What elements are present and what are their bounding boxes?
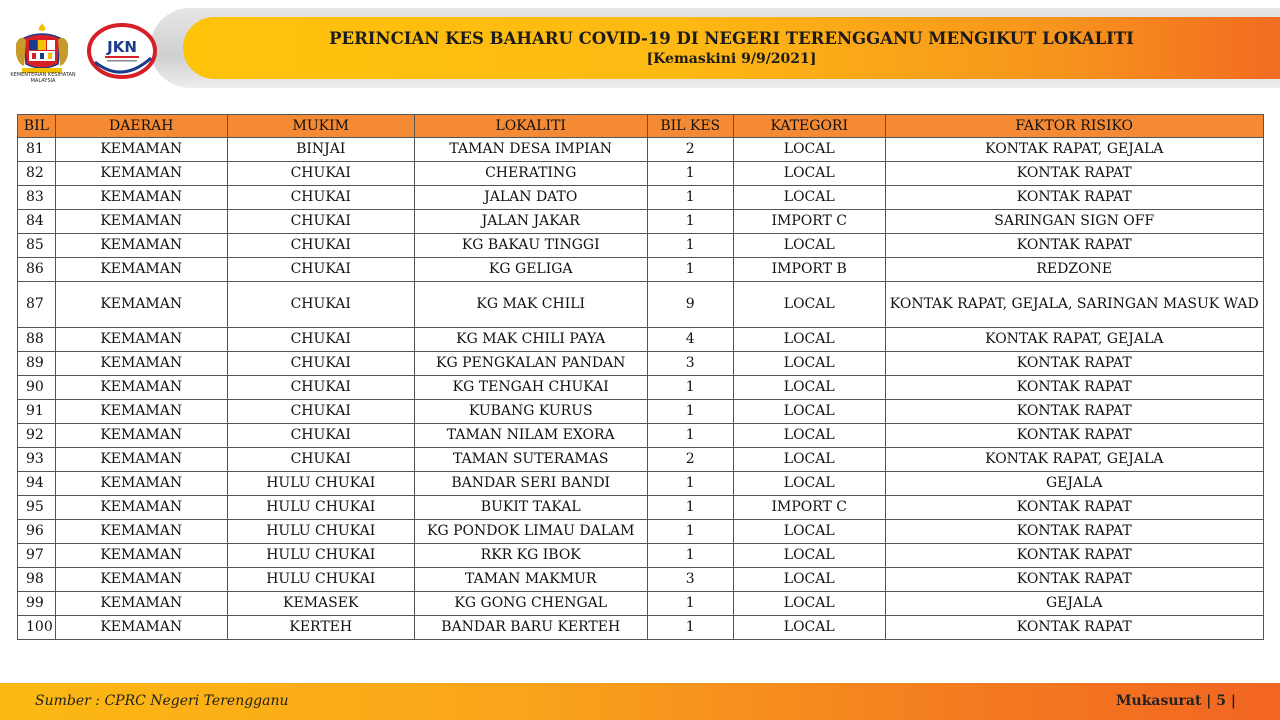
table-cell: CHUKAI [227, 282, 414, 328]
table-cell: CHUKAI [227, 186, 414, 210]
table-cell: KONTAK RAPAT [885, 234, 1263, 258]
table-cell: IMPORT C [733, 210, 885, 234]
table-cell: 99 [18, 592, 56, 616]
table-cell: KEMAMAN [55, 376, 227, 400]
table-cell: LOCAL [733, 352, 885, 376]
table-cell: TAMAN DESA IMPIAN [414, 138, 647, 162]
table-cell: CHUKAI [227, 258, 414, 282]
table-row [18, 544, 1264, 568]
table-cell: KONTAK RAPAT [885, 162, 1263, 186]
table-cell: LOCAL [733, 544, 885, 568]
table-cell: TAMAN MAKMUR [414, 568, 647, 592]
table-row [18, 592, 1264, 616]
table-cell: CHERATING [414, 162, 647, 186]
table-cell: BANDAR BARU KERTEH [414, 616, 647, 640]
table-cell: BANDAR SERI BANDI [414, 472, 647, 496]
table-cell: 1 [647, 472, 733, 496]
table-cell: IMPORT C [733, 496, 885, 520]
table-cell: 100 [18, 616, 56, 640]
table-cell: LOCAL [733, 328, 885, 352]
table-row [18, 448, 1264, 472]
table-cell: KONTAK RAPAT [885, 400, 1263, 424]
table-cell: KG PONDOK LIMAU DALAM [414, 520, 647, 544]
table-cell: 2 [647, 448, 733, 472]
table-cell: 88 [18, 328, 56, 352]
table-cell: KONTAK RAPAT [885, 520, 1263, 544]
table-cell: KEMAMAN [55, 496, 227, 520]
table-cell: 1 [647, 210, 733, 234]
source-note: Sumber : CPRC Negeri Terengganu [35, 693, 289, 709]
table-row [18, 424, 1264, 448]
table-cell: LOCAL [733, 376, 885, 400]
table-cell: KONTAK RAPAT, GEJALA [885, 328, 1263, 352]
table-cell: HULU CHUKAI [227, 472, 414, 496]
table-cell: KEMAMAN [55, 258, 227, 282]
table-cell: BUKIT TAKAL [414, 496, 647, 520]
table-cell: CHUKAI [227, 424, 414, 448]
table-cell: KEMAMAN [55, 328, 227, 352]
table-cell: KERTEH [227, 616, 414, 640]
table-cell: LOCAL [733, 234, 885, 258]
table-cell: JALAN JAKAR [414, 210, 647, 234]
column-header: KATEGORI [733, 115, 885, 138]
table-cell: KG BAKAU TINGGI [414, 234, 647, 258]
table-cell: LOCAL [733, 448, 885, 472]
table-cell: 1 [647, 616, 733, 640]
table-cell: 85 [18, 234, 56, 258]
jkn-logo [85, 22, 159, 80]
table-cell: CHUKAI [227, 234, 414, 258]
table-cell: 9 [647, 282, 733, 328]
table-cell: CHUKAI [227, 376, 414, 400]
table-cell: KEMAMAN [55, 352, 227, 376]
table-row [18, 328, 1264, 352]
table-cell: 1 [647, 424, 733, 448]
table-cell: LOCAL [733, 162, 885, 186]
table-cell: 89 [18, 352, 56, 376]
table-cell: CHUKAI [227, 400, 414, 424]
column-header: BIL [18, 115, 56, 138]
table-cell: KONTAK RAPAT [885, 376, 1263, 400]
table-cell: KEMAMAN [55, 544, 227, 568]
table-cell: IMPORT B [733, 258, 885, 282]
table-cell: 3 [647, 568, 733, 592]
table-cell: KEMAMAN [55, 282, 227, 328]
table-row [18, 568, 1264, 592]
table-cell: KONTAK RAPAT [885, 352, 1263, 376]
table-cell: RKR KG IBOK [414, 544, 647, 568]
table-cell: KEMASEK [227, 592, 414, 616]
table-cell: LOCAL [733, 282, 885, 328]
table-cell: KEMAMAN [55, 424, 227, 448]
table-cell: LOCAL [733, 592, 885, 616]
table-cell: 92 [18, 424, 56, 448]
page-number: Mukasurat | 5 | [1116, 693, 1236, 709]
table-cell: HULU CHUKAI [227, 568, 414, 592]
table-cell: LOCAL [733, 138, 885, 162]
table-cell: 95 [18, 496, 56, 520]
column-header: BIL KES [647, 115, 733, 138]
table-row [18, 186, 1264, 210]
cases-table [17, 114, 1264, 640]
table-cell: HULU CHUKAI [227, 496, 414, 520]
table-cell: KEMAMAN [55, 616, 227, 640]
table-cell: LOCAL [733, 472, 885, 496]
table-cell: KEMAMAN [55, 592, 227, 616]
table-cell: 1 [647, 258, 733, 282]
table-cell: 91 [18, 400, 56, 424]
table-cell: SARINGAN SIGN OFF [885, 210, 1263, 234]
table-cell: GEJALA [885, 592, 1263, 616]
table-cell: LOCAL [733, 568, 885, 592]
table-cell: 93 [18, 448, 56, 472]
table-cell: 1 [647, 496, 733, 520]
table-cell: KEMAMAN [55, 568, 227, 592]
table-cell: CHUKAI [227, 162, 414, 186]
table-cell: KONTAK RAPAT, GEJALA [885, 138, 1263, 162]
table-cell: TAMAN SUTERAMAS [414, 448, 647, 472]
table-cell: KONTAK RAPAT [885, 568, 1263, 592]
table-cell: 1 [647, 186, 733, 210]
table-cell: 1 [647, 592, 733, 616]
column-header: DAERAH [55, 115, 227, 138]
table-cell: HULU CHUKAI [227, 520, 414, 544]
table-row [18, 400, 1264, 424]
table-cell: 98 [18, 568, 56, 592]
table-cell: KEMAMAN [55, 162, 227, 186]
table-cell: KONTAK RAPAT [885, 544, 1263, 568]
table-cell: 84 [18, 210, 56, 234]
table-cell: 1 [647, 544, 733, 568]
table-row [18, 352, 1264, 376]
table-row [18, 376, 1264, 400]
table-row [18, 520, 1264, 544]
table-cell: BINJAI [227, 138, 414, 162]
table-cell: KONTAK RAPAT [885, 424, 1263, 448]
jkn-logo-label: JKN [107, 38, 137, 56]
table-cell: KEMAMAN [55, 400, 227, 424]
table-cell: KONTAK RAPAT [885, 616, 1263, 640]
column-header: FAKTOR RISIKO [885, 115, 1263, 138]
table-cell: KEMAMAN [55, 210, 227, 234]
table-row [18, 496, 1264, 520]
table-cell: 96 [18, 520, 56, 544]
table-cell: GEJALA [885, 472, 1263, 496]
table-cell: KEMAMAN [55, 520, 227, 544]
table-cell: 1 [647, 400, 733, 424]
table-cell: TAMAN NILAM EXORA [414, 424, 647, 448]
table-cell: CHUKAI [227, 328, 414, 352]
table-cell: KONTAK RAPAT [885, 496, 1263, 520]
table-cell: 4 [647, 328, 733, 352]
kkm-logo-text: KEMENTERIAN KESIHATAN MALAYSIA [10, 72, 76, 84]
table-cell: KG TENGAH CHUKAI [414, 376, 647, 400]
table-cell: KEMAMAN [55, 234, 227, 258]
table-cell: KEMAMAN [55, 448, 227, 472]
table-cell: CHUKAI [227, 210, 414, 234]
table-cell: 1 [647, 376, 733, 400]
table-cell: KEMAMAN [55, 186, 227, 210]
table-row [18, 210, 1264, 234]
table-cell: LOCAL [733, 520, 885, 544]
table-row [18, 234, 1264, 258]
table-cell: KG GONG CHENGAL [414, 592, 647, 616]
table-cell: 83 [18, 186, 56, 210]
table-row [18, 282, 1264, 328]
table-cell: 2 [647, 138, 733, 162]
table-cell: 97 [18, 544, 56, 568]
table-cell: CHUKAI [227, 352, 414, 376]
table-cell: CHUKAI [227, 448, 414, 472]
table-cell: LOCAL [733, 400, 885, 424]
table-cell: 90 [18, 376, 56, 400]
table-cell: KG PENGKALAN PANDAN [414, 352, 647, 376]
table-cell: KONTAK RAPAT [885, 186, 1263, 210]
table-cell: KEMAMAN [55, 138, 227, 162]
table-cell: 3 [647, 352, 733, 376]
table-row [18, 162, 1264, 186]
table-cell: KEMAMAN [55, 472, 227, 496]
header-banner [0, 0, 1280, 96]
table-cell: HULU CHUKAI [227, 544, 414, 568]
page-title: PERINCIAN KES BAHARU COVID-19 DI NEGERI TERENGGANU MENGIKUT LOKALITI [329, 29, 1134, 48]
header-yellow-band [183, 17, 1280, 79]
column-header: MUKIM [227, 115, 414, 138]
table-cell: KONTAK RAPAT, GEJALA, SARINGAN MASUK WAD [885, 282, 1263, 328]
table-cell: 1 [647, 520, 733, 544]
table-row [18, 616, 1264, 640]
table-row [18, 472, 1264, 496]
table-cell: 1 [647, 162, 733, 186]
cases-table-container [17, 114, 1264, 640]
table-cell: 81 [18, 138, 56, 162]
table-body [18, 138, 1264, 640]
table-cell: LOCAL [733, 186, 885, 210]
column-header: LOKALITI [414, 115, 647, 138]
table-cell: 86 [18, 258, 56, 282]
table-row [18, 258, 1264, 282]
footer-bar [0, 683, 1280, 720]
page-subtitle: [Kemaskini 9/9/2021] [646, 51, 817, 67]
table-header-row [18, 115, 1264, 138]
table-cell: 82 [18, 162, 56, 186]
table-cell: KG GELIGA [414, 258, 647, 282]
table-cell: KONTAK RAPAT, GEJALA [885, 448, 1263, 472]
table-cell: KUBANG KURUS [414, 400, 647, 424]
table-cell: JALAN DATO [414, 186, 647, 210]
table-cell: KG MAK CHILI [414, 282, 647, 328]
table-cell: KG MAK CHILI PAYA [414, 328, 647, 352]
table-cell: 87 [18, 282, 56, 328]
table-cell: LOCAL [733, 424, 885, 448]
table-cell: 94 [18, 472, 56, 496]
table-cell: REDZONE [885, 258, 1263, 282]
table-cell: LOCAL [733, 616, 885, 640]
table-cell: 1 [647, 234, 733, 258]
table-row [18, 138, 1264, 162]
